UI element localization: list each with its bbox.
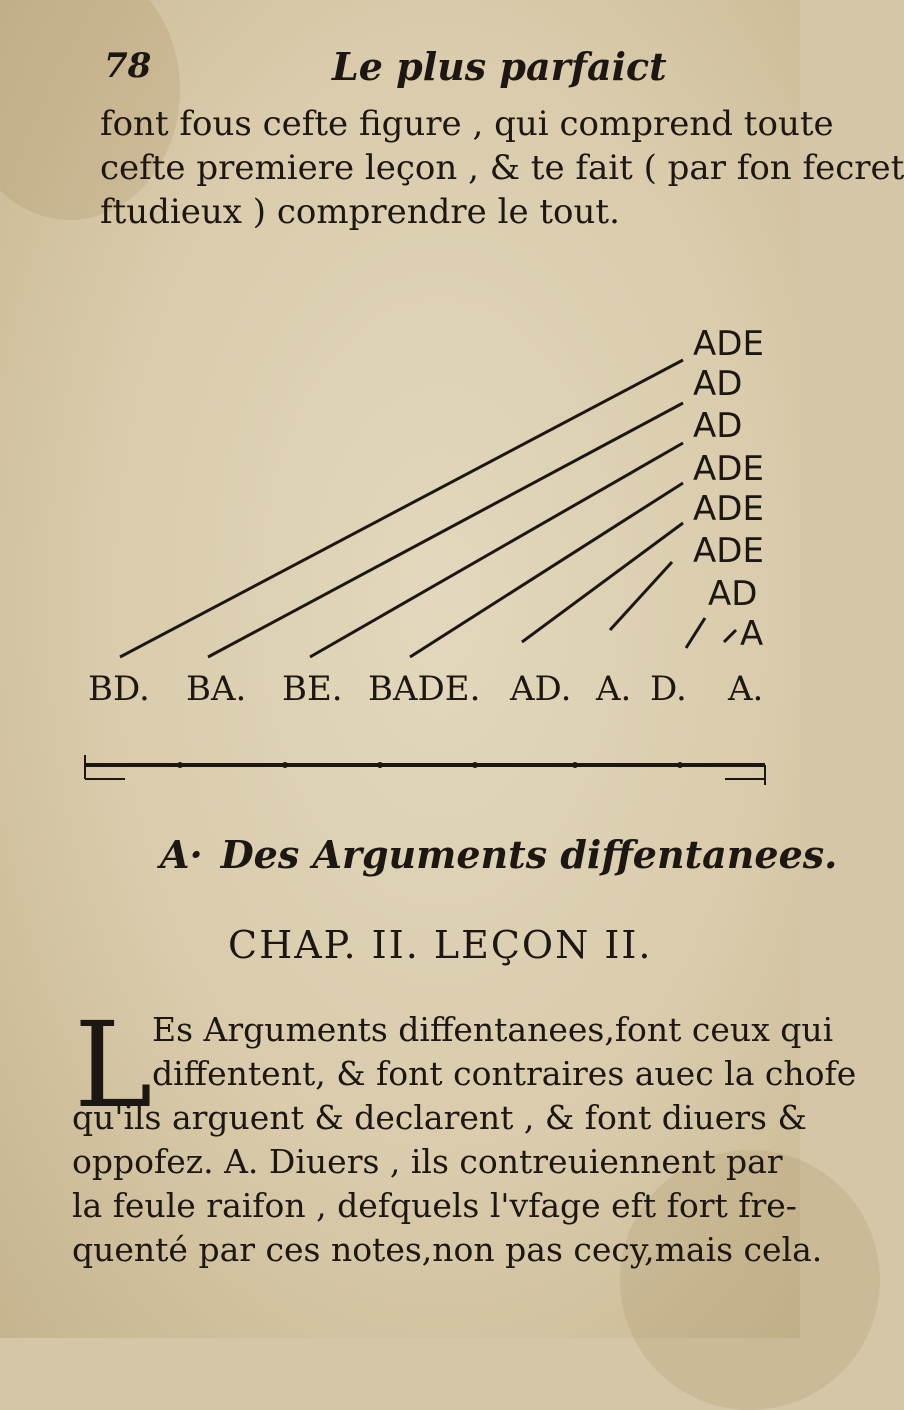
body-line: oppofez. A. Diuers , ils contreuiennent par xyxy=(72,1142,783,1181)
diagram-label-bottom: BA. xyxy=(186,669,247,709)
section-title-text: Des Arguments diffentanees. xyxy=(220,832,838,877)
diagram-label-right: A xyxy=(740,614,764,654)
diagram-label-right: AD xyxy=(693,364,743,404)
diagram-line xyxy=(310,443,683,657)
body-line: diffentent, & font contraires auec la chofe xyxy=(152,1054,857,1093)
diagram-label-right: ADE xyxy=(693,489,764,529)
bracket-rule xyxy=(85,745,765,795)
diagram-label-bottom: BADE. xyxy=(368,669,481,709)
body-line: la feule raifon , defquels l'vfage eft fort fre- xyxy=(72,1186,797,1225)
diagram-label-right: ADE xyxy=(693,449,764,489)
diagram-label-right: ADE xyxy=(693,531,764,571)
intro-line: ftudieux ) comprendre le tout. xyxy=(100,192,620,232)
diagram-label-bottom: AD. xyxy=(510,669,572,709)
diagram-label-bottom: BD. xyxy=(88,669,150,709)
diagram-label-bottom: A. xyxy=(596,669,632,709)
diagram-bottom-labels xyxy=(88,669,763,709)
diagram-label-right: ADE xyxy=(693,324,764,364)
drop-cap: L xyxy=(74,996,153,1134)
intro-paragraph xyxy=(100,102,904,234)
diagram-label-right: AD xyxy=(693,406,743,446)
intro-line: font fous cefte figure , qui comprend toute xyxy=(100,104,834,144)
intro-line: cefte premiere leçon , & te fait ( par fon fecret xyxy=(100,148,904,188)
diagram-lines xyxy=(120,360,736,657)
diagram-label-bottom: BE. xyxy=(282,669,343,709)
body-line: Es Arguments diffentanees,font ceux qui xyxy=(152,1010,834,1049)
section-title xyxy=(160,832,837,877)
running-title: Le plus parfaict xyxy=(332,44,667,89)
diagram-line xyxy=(410,483,683,657)
diagram-label-bottom: A. xyxy=(728,669,764,709)
body-line: qu'ils arguent & declarent , & font diuers & xyxy=(72,1098,807,1137)
section-mark: A· xyxy=(160,832,203,877)
diagram-line xyxy=(522,523,683,642)
diagram-line xyxy=(120,360,683,657)
body-line: quenté par ces notes,non pas cecy,mais cela. xyxy=(72,1230,823,1269)
diagram-line xyxy=(724,630,736,642)
diagram-line xyxy=(610,562,672,630)
chapter-heading: CHAP. II. LEÇON II. xyxy=(228,923,653,967)
diagram-label-bottom: D. xyxy=(650,669,687,709)
diagram-right-labels xyxy=(693,324,764,654)
diagram-label-right: AD xyxy=(708,574,758,614)
diagram-line xyxy=(686,618,705,648)
page-number: 78 xyxy=(104,46,152,86)
argument-diagram xyxy=(0,300,800,730)
